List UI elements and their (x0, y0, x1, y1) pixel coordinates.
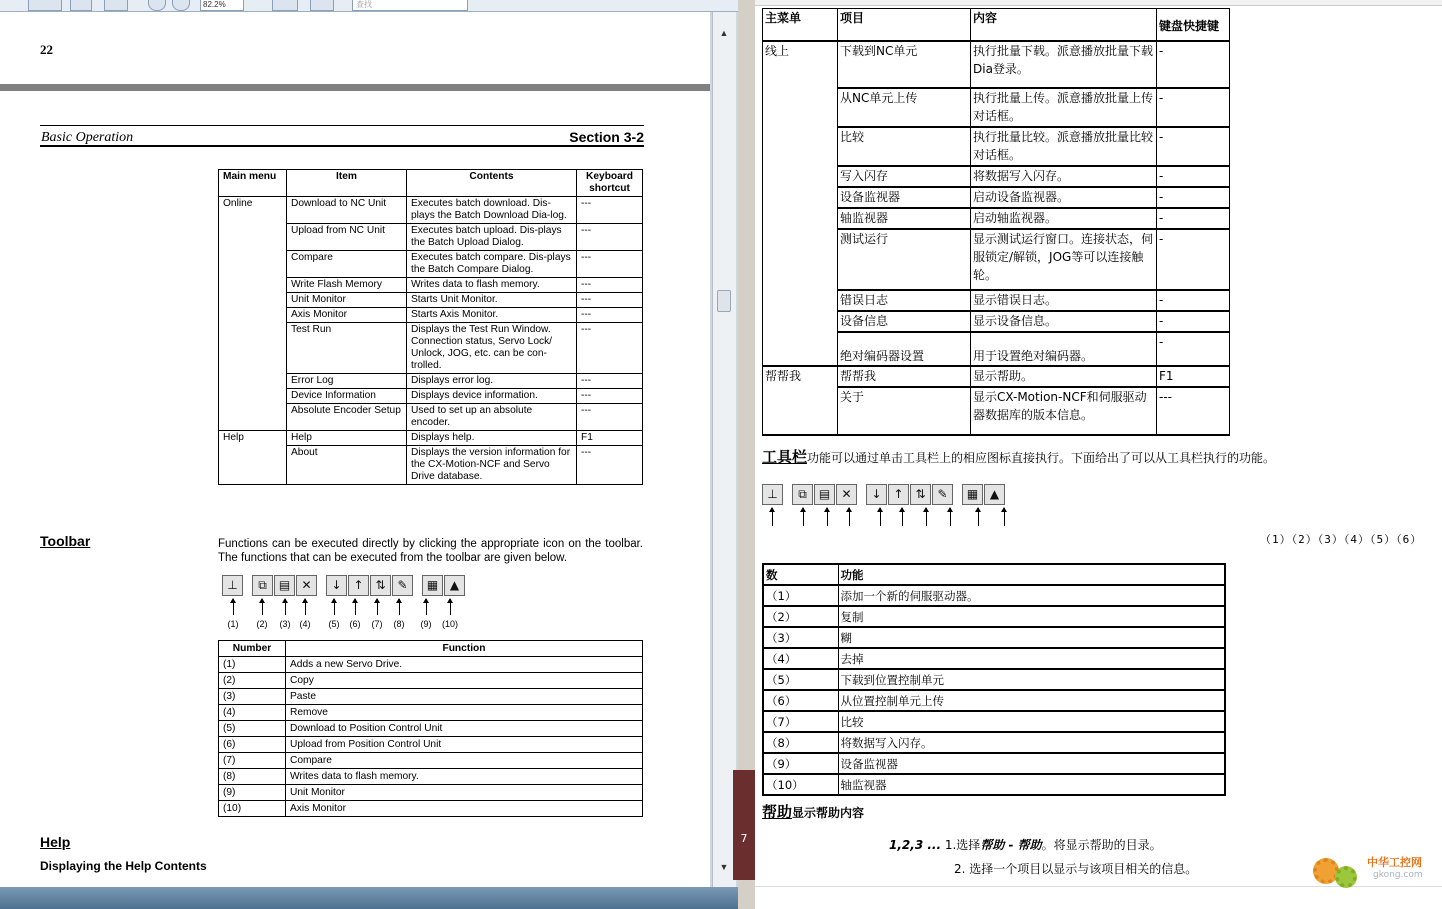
help-heading: Help (40, 834, 71, 850)
number-cell: （10） (763, 774, 838, 795)
translated-function-table (762, 563, 1226, 796)
table-row (219, 753, 643, 769)
col-item: Item (287, 170, 407, 197)
col-function: Function (286, 641, 643, 657)
menu-cell: Help (219, 431, 287, 485)
key-cell: --- (577, 389, 643, 404)
step1-rest: 。将显示帮助的目录。 (1041, 838, 1162, 852)
col-function: 功能 (838, 564, 1225, 585)
number-cell: （4） (763, 648, 838, 669)
callout-label: (2) (256, 619, 268, 629)
translated-toolbar-heading: 工具栏 (762, 448, 808, 466)
help-step-1 (889, 836, 1162, 853)
item-cell: Write Flash Memory (287, 278, 407, 293)
item-cell: 轴监视器 (838, 208, 971, 229)
item-cell: Compare (287, 251, 407, 278)
number-cell: (4) (219, 705, 286, 721)
table-row (763, 585, 1225, 606)
contents-cell: 显示设备信息。 (971, 311, 1157, 332)
callout-arrow (849, 508, 850, 526)
col-contents: Contents (407, 170, 577, 197)
menu-cell: 线上 (763, 41, 838, 366)
pdf-page-current (0, 91, 710, 891)
translated-toolbar-description: 功能可以通过单击工具栏上的相应图标直接执行。下面给出了可以从工具栏执行的功能。 (807, 451, 1276, 465)
item-cell: 写入闪存 (838, 166, 971, 187)
number-cell: (6) (219, 737, 286, 753)
table-row (219, 673, 643, 689)
item-cell: Unit Monitor (287, 293, 407, 308)
gear-icon (1335, 866, 1357, 888)
step-prefix: 1,2,3 ... (889, 838, 942, 852)
contents-cell: 启动轴监视器。 (971, 208, 1157, 229)
item-cell: Axis Monitor (287, 308, 407, 323)
col-contents: 内容 (971, 9, 1157, 41)
callout-arrow (377, 599, 378, 615)
contents-cell: 将数据写入闪存。 (971, 166, 1157, 187)
function-cell: 轴监视器 (838, 774, 1225, 795)
callout-label: (10) (441, 619, 458, 629)
watermark-url: gkong.com (1373, 870, 1423, 880)
key-cell: F1 (1157, 366, 1230, 387)
callout-arrow (285, 599, 286, 615)
back-button[interactable] (148, 0, 166, 11)
copy-icon: ⧉ (252, 575, 273, 596)
callout-arrow (355, 599, 356, 615)
contents-cell: Used to set up an absolute encoder. (407, 404, 577, 431)
contents-cell: 执行批量下载。派意播放批量下载Dia登录。 (971, 41, 1157, 88)
vertical-scrollbar[interactable] (712, 12, 736, 887)
contents-cell: Displays the version information for the CX-Motion-NCF and Servo Drive database. (407, 446, 577, 485)
viewer-toolbar (0, 0, 738, 12)
col-keyboard-shortcut: Keyboard shortcut (577, 170, 643, 197)
key-cell: --- (577, 251, 643, 278)
key-cell: --- (577, 308, 643, 323)
callout-arrow (950, 508, 951, 526)
toolbar-heading: Toolbar (40, 533, 91, 549)
contents-cell: 执行批量比较。派意播放批量比较对话框。 (971, 127, 1157, 166)
number-cell: （5） (763, 669, 838, 690)
item-cell: Help (287, 431, 407, 446)
table-row (219, 737, 643, 753)
item-cell: Upload from NC Unit (287, 224, 407, 251)
add-drive-icon: ⊥ (762, 484, 783, 505)
function-cell: 糊 (838, 627, 1225, 648)
contents-cell: 显示CX-Motion-NCF和伺服驱动器数据库的版本信息。 (971, 387, 1157, 435)
contents-cell: 显示帮助。 (971, 366, 1157, 387)
table-row (219, 657, 643, 673)
function-cell: Compare (286, 753, 643, 769)
add-drive-icon: ⊥ (222, 575, 243, 596)
number-cell: (2) (219, 673, 286, 689)
key-cell: --- (577, 278, 643, 293)
item-cell: 下载到NC单元 (838, 41, 971, 88)
key-cell: --- (577, 293, 643, 308)
pdf-page-previous (0, 12, 710, 84)
callout-arrow (305, 599, 306, 615)
key-cell: - (1157, 229, 1230, 290)
function-cell: 下载到位置控制单元 (838, 669, 1225, 690)
download-icon: ↓ (866, 484, 887, 505)
key-cell: - (1157, 127, 1230, 166)
help-subheading: Displaying the Help Contents (40, 859, 207, 873)
item-cell: 关于 (838, 387, 971, 435)
hand-tool-button[interactable] (70, 0, 92, 11)
paste-icon: ▤ (274, 575, 295, 596)
col-item: 项目 (838, 9, 971, 41)
table-row (219, 785, 643, 801)
number-cell: (3) (219, 689, 286, 705)
function-cell: Paste (286, 689, 643, 705)
key-cell: - (1157, 290, 1230, 311)
callout-label: (1) (227, 619, 239, 629)
callout-label: (7) (371, 619, 383, 629)
col-main-menu: Main menu (219, 170, 287, 197)
function-cell: Download to Position Control Unit (286, 721, 643, 737)
table-row (219, 721, 643, 737)
key-cell: --- (577, 197, 643, 224)
translated-number-labels: （1）（2）（3）（4）（5）（6） (1260, 533, 1423, 546)
contents-cell: 执行批量上传。派意播放批量上传对话框。 (971, 88, 1157, 127)
item-cell: 错误日志 (838, 290, 971, 311)
function-cell: Axis Monitor (286, 801, 643, 817)
background-window-fragment: 7 (733, 770, 755, 880)
toolbar-description: Functions can be executed directly by clicking the appropriate icon on the toolbar. The functions that can be executed from the toolbar are given below. (218, 538, 643, 564)
translated-help-line (762, 801, 864, 822)
number-cell: （3） (763, 627, 838, 648)
zoom-tool-button[interactable] (104, 0, 128, 11)
key-cell: --- (1157, 387, 1230, 435)
key-cell: - (1157, 166, 1230, 187)
function-cell: 从位置控制单元上传 (838, 690, 1225, 711)
callout-arrow (926, 508, 927, 526)
function-cell: 将数据写入闪存。 (838, 732, 1225, 753)
paste-icon: ▤ (814, 484, 835, 505)
table-row (763, 732, 1225, 753)
translated-toolbar-line (762, 446, 1275, 467)
function-cell: 复制 (838, 606, 1225, 627)
item-cell: Device Information (287, 389, 407, 404)
callout-arrow (233, 599, 234, 615)
callout-arrow (334, 599, 335, 615)
callout-arrow (450, 599, 451, 615)
table-row (763, 669, 1225, 690)
number-cell: (9) (219, 785, 286, 801)
table-row (219, 769, 643, 785)
contents-cell: 启动设备监视器。 (971, 187, 1157, 208)
item-cell: About (287, 446, 407, 485)
watermark-name: 中华工控网 (1367, 856, 1422, 869)
window-bottom-bar (0, 887, 738, 909)
col-main-menu: 主菜单 (763, 9, 838, 41)
col-keyboard-shortcut: 键盘快捷键 (1157, 9, 1230, 41)
translated-help-heading: 帮助 (762, 803, 793, 821)
search-input[interactable]: 查找 (352, 0, 468, 11)
forward-button[interactable] (172, 0, 190, 11)
table-row (219, 801, 643, 817)
callout-arrow (399, 599, 400, 615)
contents-cell: Displays the Test Run Window. Connection status, Servo Lock/ Unlock, JOG, etc. can be con-trolled. (407, 323, 577, 374)
zoom-input[interactable]: 82.2% (200, 0, 244, 11)
menu-table (218, 169, 643, 485)
scroll-up-icon[interactable]: ▲ (719, 28, 729, 38)
table-row (763, 753, 1225, 774)
function-cell: 比较 (838, 711, 1225, 732)
function-cell: 添加一个新的伺服驱动器。 (838, 585, 1225, 606)
table-row (763, 366, 1230, 387)
table-row (763, 648, 1225, 669)
item-cell: 比较 (838, 127, 971, 166)
item-cell: 设备信息 (838, 311, 971, 332)
function-cell: Writes data to flash memory. (286, 769, 643, 785)
function-cell: Upload from Position Control Unit (286, 737, 643, 753)
function-cell: 去掉 (838, 648, 1225, 669)
compare-icon: ⇅ (910, 484, 931, 505)
header-title: Basic Operation (41, 130, 134, 145)
axis-monitor-icon: ▲ (984, 484, 1005, 505)
contents-cell: Displays help. (407, 431, 577, 446)
key-cell: - (1157, 88, 1230, 127)
table-row (763, 606, 1225, 627)
table-row (219, 689, 643, 705)
contents-cell: Displays error log. (407, 374, 577, 389)
number-cell: （6） (763, 690, 838, 711)
key-cell: --- (577, 224, 643, 251)
remove-icon: ✕ (296, 575, 317, 596)
table-row (763, 41, 1230, 88)
callout-label: (3) (279, 619, 291, 629)
scrollbar-thumb[interactable] (717, 290, 731, 312)
upload-icon: ↑ (888, 484, 909, 505)
number-cell: （9） (763, 753, 838, 774)
col-number: Number (219, 641, 286, 657)
item-cell: 从NC单元上传 (838, 88, 971, 127)
item-cell: 帮帮我 (838, 366, 971, 387)
contents-cell: Executes batch compare. Dis-plays the Batch Compare Dialog. (407, 251, 577, 278)
item-cell: Download to NC Unit (287, 197, 407, 224)
callout-arrow (827, 508, 828, 526)
contents-cell: 用于设置绝对编码器。 (971, 332, 1157, 366)
callout-label: (4) (299, 619, 311, 629)
page-separator (0, 84, 710, 91)
number-cell: (1) (219, 657, 286, 673)
table-row (219, 705, 643, 721)
translated-menu-table (762, 8, 1230, 436)
contents-cell: Executes batch download. Dis-plays the Batch Download Dia-log. (407, 197, 577, 224)
callout-arrow (880, 508, 881, 526)
number-cell: （7） (763, 711, 838, 732)
key-cell: - (1157, 208, 1230, 229)
key-cell: - (1157, 332, 1230, 366)
number-cell: (10) (219, 801, 286, 817)
number-cell: (5) (219, 721, 286, 737)
col-number: 数 (763, 564, 838, 585)
upload-icon: ↑ (348, 575, 369, 596)
number-cell: (8) (219, 769, 286, 785)
item-cell: 测试运行 (838, 229, 971, 290)
help-step-2: 2. 选择一个项目以显示与该项目相关的信息。 (954, 862, 1198, 876)
callout-arrow (902, 508, 903, 526)
write-flash-icon: ✎ (392, 575, 413, 596)
table-row (763, 774, 1225, 795)
unit-monitor-icon: ▦ (422, 575, 443, 596)
table-row (763, 627, 1225, 648)
number-cell: （8） (763, 732, 838, 753)
menu-cell: Online (219, 197, 287, 431)
contents-cell: 显示错误日志。 (971, 290, 1157, 311)
document-top-edge (755, 0, 1442, 6)
fit-width-button[interactable] (272, 0, 298, 11)
callout-label: (5) (328, 619, 340, 629)
write-flash-icon: ✎ (932, 484, 953, 505)
fit-page-button[interactable] (310, 0, 334, 11)
translation-document (755, 0, 1442, 909)
key-cell: --- (577, 446, 643, 485)
header-section: Section 3-2 (569, 129, 644, 145)
toolbar-illustration (222, 575, 466, 596)
table-row (219, 431, 643, 446)
copy-icon: ⧉ (792, 484, 813, 505)
callout-label: (8) (393, 619, 405, 629)
callout-arrow (262, 599, 263, 615)
table-row (763, 711, 1225, 732)
key-cell: --- (577, 323, 643, 374)
translated-toolbar-illustration (762, 484, 1006, 505)
watermark-logo (1307, 852, 1435, 888)
document-bottom-area (755, 886, 1442, 909)
function-cell: Adds a new Servo Drive. (286, 657, 643, 673)
key-cell: --- (577, 374, 643, 389)
key-cell: - (1157, 311, 1230, 332)
number-cell: （2） (763, 606, 838, 627)
table-row (763, 690, 1225, 711)
contents-cell: Starts Unit Monitor. (407, 293, 577, 308)
callout-label: (6) (349, 619, 361, 629)
function-table (218, 640, 643, 817)
key-cell: --- (577, 404, 643, 431)
function-cell: 设备监视器 (838, 753, 1225, 774)
step1-menu-path: 帮助 - 帮助 (980, 838, 1042, 852)
key-cell: F1 (577, 431, 643, 446)
scroll-down-icon[interactable]: ▼ (719, 862, 729, 872)
callout-arrow (772, 508, 773, 526)
number-cell: （1） (763, 585, 838, 606)
remove-icon: ✕ (836, 484, 857, 505)
item-cell: 绝对编码器设置 (838, 332, 971, 366)
function-cell: Copy (286, 673, 643, 689)
contents-cell: Displays device information. (407, 389, 577, 404)
callout-arrow (1004, 508, 1005, 526)
compare-icon: ⇅ (370, 575, 391, 596)
axis-monitor-icon: ▲ (444, 575, 465, 596)
item-cell: Error Log (287, 374, 407, 389)
key-cell: - (1157, 41, 1230, 88)
table-row (219, 197, 643, 224)
menu-cell: 帮帮我 (763, 366, 838, 435)
contents-cell: Starts Axis Monitor. (407, 308, 577, 323)
item-cell: Test Run (287, 323, 407, 374)
step1-text: 1.选择 (944, 838, 981, 852)
function-cell: Remove (286, 705, 643, 721)
page-number: 22 (40, 42, 53, 57)
item-cell: 设备监视器 (838, 187, 971, 208)
callout-label: (9) (420, 619, 432, 629)
number-cell: (7) (219, 753, 286, 769)
download-icon: ↓ (326, 575, 347, 596)
callout-arrow (803, 508, 804, 526)
contents-cell: Executes batch upload. Dis-plays the Batch Upload Dialog. (407, 224, 577, 251)
callout-arrow (426, 599, 427, 615)
contents-cell: 显示测试运行窗口。连接状态，伺服锁定/解锁，JOG等可以连接触轮。 (971, 229, 1157, 290)
item-cell: Absolute Encoder Setup (287, 404, 407, 431)
page-header (40, 125, 644, 147)
callout-arrow (978, 508, 979, 526)
unit-monitor-icon: ▦ (962, 484, 983, 505)
key-cell: - (1157, 187, 1230, 208)
select-tool-button[interactable] (28, 0, 62, 11)
translated-help-description: 显示帮助内容 (792, 806, 865, 820)
contents-cell: Writes data to flash memory. (407, 278, 577, 293)
function-cell: Unit Monitor (286, 785, 643, 801)
